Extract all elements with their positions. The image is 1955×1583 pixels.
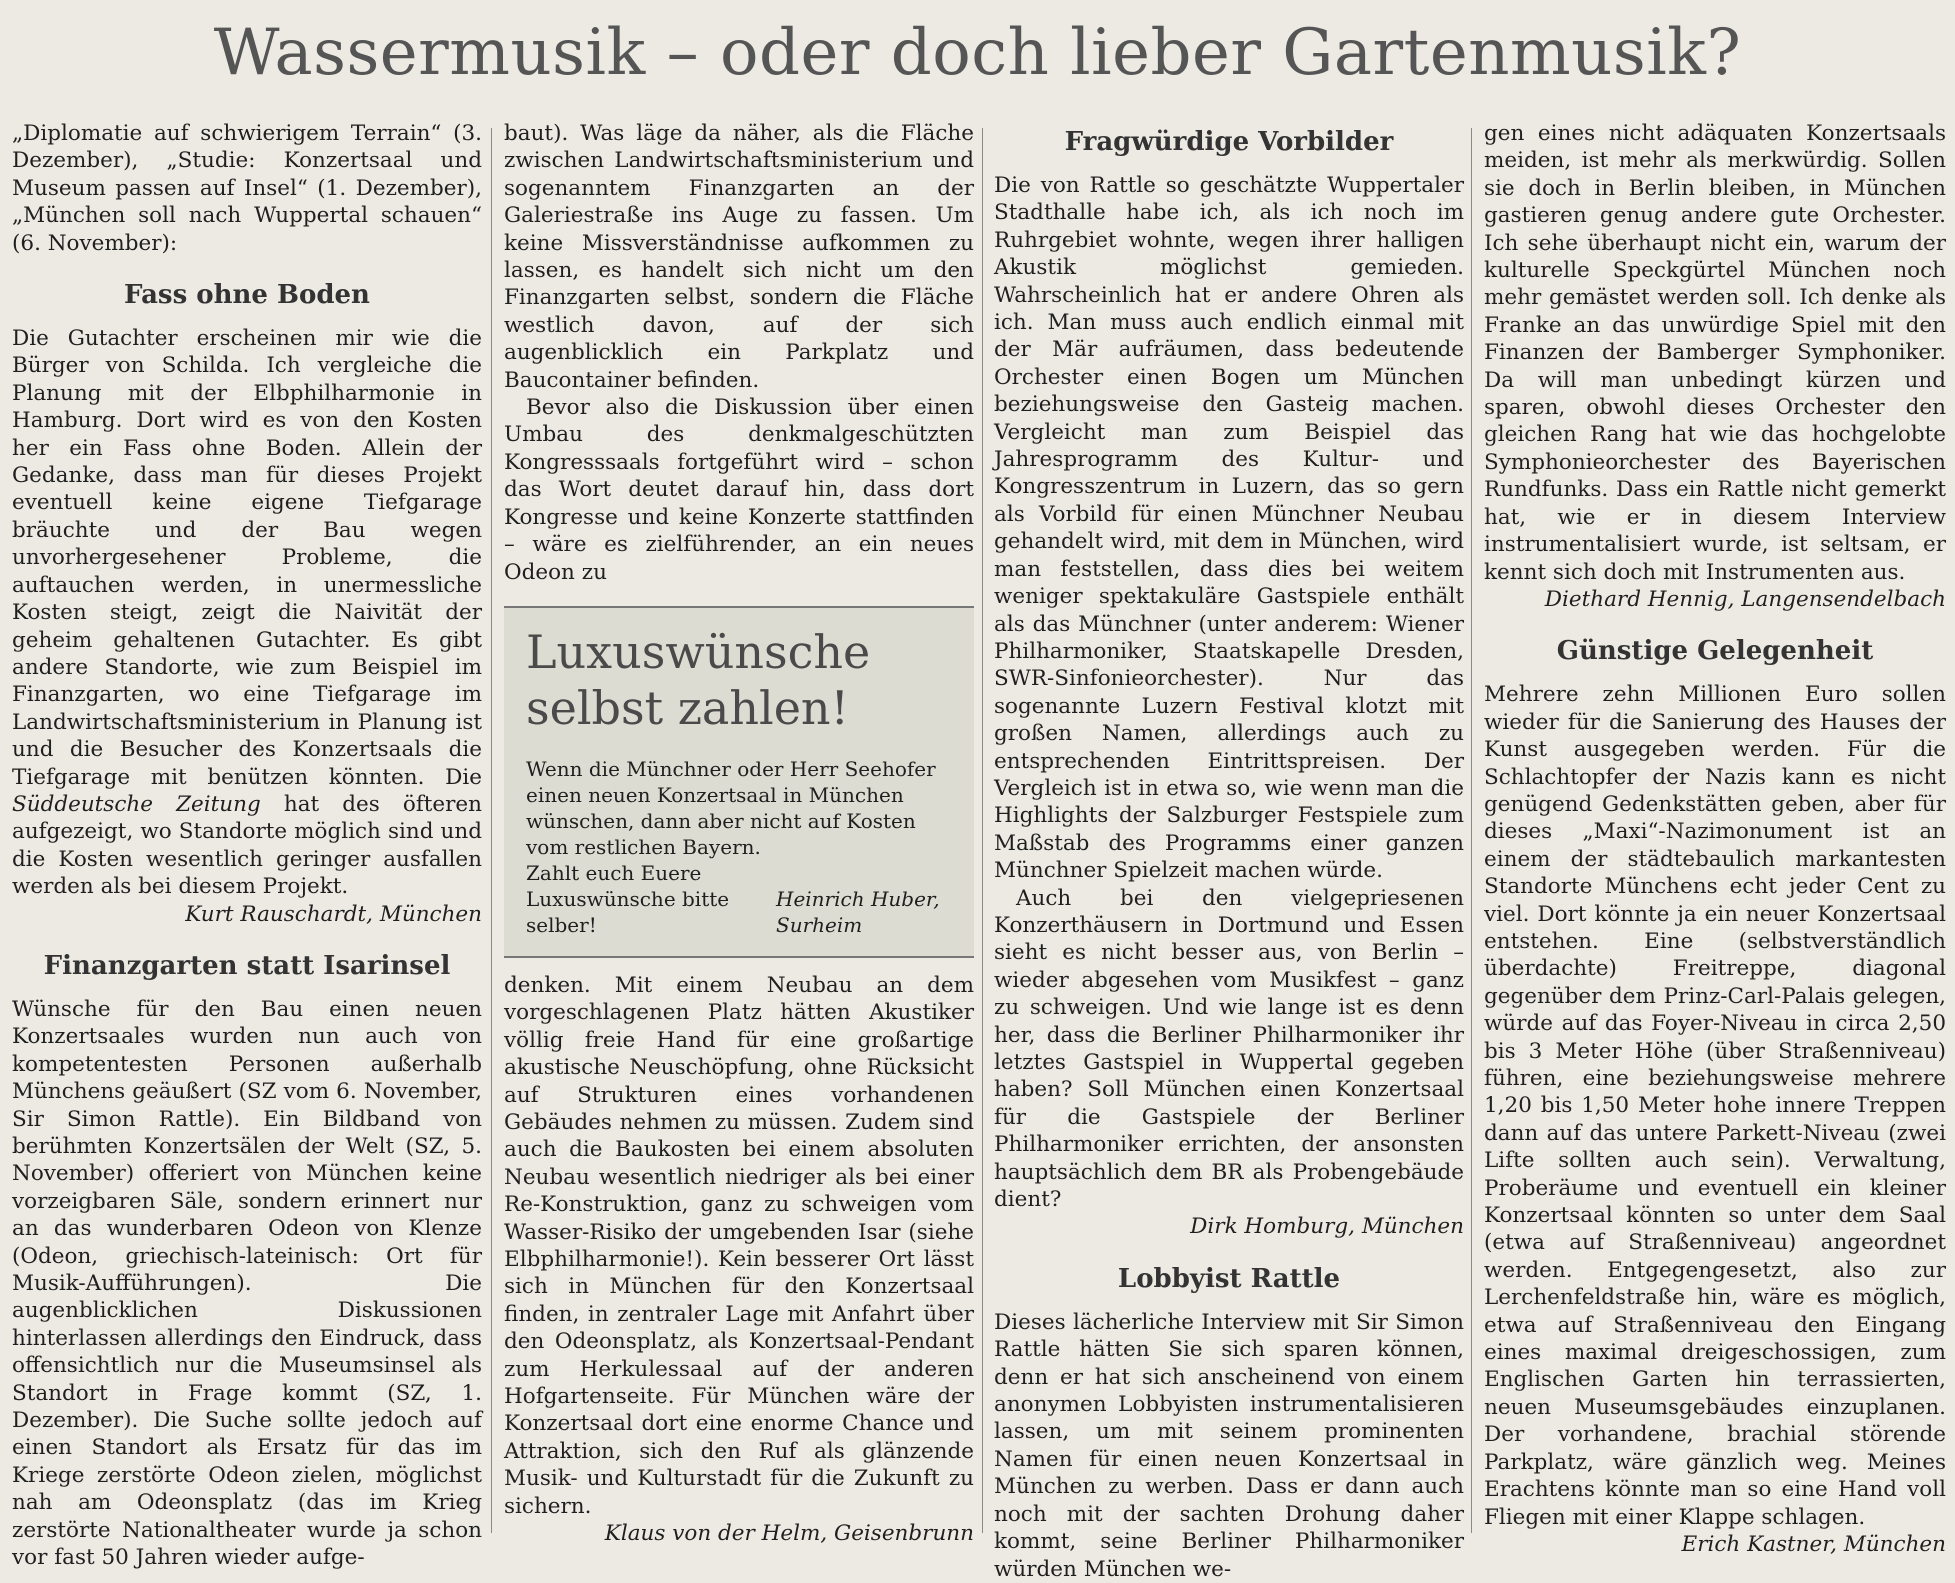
letter-body: baut). Was läge da näher, als die Fläche zwischen Landwirtschaftsministerium und sogenanntem Finanzgarten an der Galeriestraße ins Auge zu fassen. Um keine Missverständnisse aufkommen zu lassen, es handelt sich nicht um den Finanzgarten selbst, sondern die Fläche westlich davon, auf der sich augenblicklich ein Parkplatz und Baucontainer befinden.	[504, 121, 974, 393]
letter-title-guenstige-gelegenheit: Günstige Gelegenheit	[1556, 636, 1874, 667]
letter-signature: Dirk Homburg, München	[1190, 1214, 1464, 1240]
box-text: Wenn die Münchner oder Herr Seehofer einen neuen Konzertsaal in München wünschen, dann aber nicht auf Kosten vom restlichen Bayern.	[526, 756, 936, 859]
letter-signature: Klaus von der Helm, Geisenbrunn	[604, 1521, 974, 1547]
letter-body: Die von Rattle so geschätzte Wuppertaler Stadthalle habe ich, als ich noch im Ruhrgebiet wohnte, wegen ihrer halligen Akustik möglichst gemieden. Wahrscheinlich hat er andere Ohren als ich. Man muss auch endlich einmal mit der Mär aufräumen, dass bedeutende Orchester einen Bogen um München beziehungsweise den Gasteig machen. Vergleicht man zum Beispiel das Jahresprogramm des Kultur- und Kongresszentrum in Luzern, das so gern als Vorbild für einen Münchner Neubau gehandelt wird, mit dem in München, wird man feststellen, dass dies bei weitem weniger spektakuläre Gastspiele enthält als das Münchner (unter anderem: Wiener Philharmoniker, Staatskapelle Dresden, SWR-Sinfonieorchester). Nur das sogenannte Luzern Festival klotzt mit großen Namen, allerdings auch zu entsprechenden Eintrittspreisen. Der Vergleich ist in etwa so, wie wenn man die Highlights der Salzburger Festspiele zum Maßstab des Programms einer ganzen Münchner Spielzeit machen würde.	[994, 173, 1464, 884]
letter-body: Auch bei den vielgepriesenen Konzerthäusern in Dortmund und Essen sieht es nicht besser aus, von Berlin – wieder abgesehen vom Musikfest – ganz zu schweigen. Und wie lange ist es denn her, dass die Berliner Philharmoniker ihr letztes Gastspiel in Wuppertal gegeben haben? Soll München einen Konzertsaal für die Gastspiele der Berliner Philharmoniker errichten, der ansonsten hauptsächlich dem BR als Probengebäude dient?	[994, 885, 1464, 1213]
letter-body	[12, 325, 482, 901]
box-footer	[526, 860, 952, 938]
highlight-box	[504, 606, 974, 958]
letter-body: gen eines nicht adäquaten Konzertsaals meiden, ist mehr als merkwürdig. Sollen sie doch in Berlin bleiben, in München gastieren genug andere gute Orchester. Ich sehe überhaupt nicht ein, warum der kulturelle Speckgürtel München noch mehr gemästet werden soll. Ich denke als Franke an das unwürdige Spiel mit den Finanzen der Bamberger Symphoniker. Da will man unbedingt kürzen und sparen, obwohl dieses Orchester den gleichen Rang hat wie das hochgelobte Symphonieorchester des Bayerischen Rundfunks. Dass ein Rattle nicht gemerkt hat, wie er in diesem Interview instrumentalisiert wurde, ist seltsam, er kennt sich doch mit Instrumenten aus.	[1484, 121, 1946, 585]
column-1	[12, 120, 482, 1572]
letter-signature: Kurt Rauschardt, München	[185, 901, 482, 927]
box-title	[526, 624, 952, 736]
box-text: Zahlt euch Euere Luxuswünsche bitte selber!	[526, 860, 730, 937]
letter-body: Mehrere zehn Millionen Euro sollen wieder für die Sanierung des Hauses der Kunst ausgegeben werden. Für die Schlachtopfer der Nazis kann es nicht genügend Gedenkstätten geben, aber für dieses „Maxi“-Nazimonument ist an einem der städtebaulich markantesten Standorte Münchens echt jeder Cent zu viel. Dort könnte ja ein neuer Konzertsaal entstehen. Eine (selbstverständlich überdachte) Freitreppe, diagonal gegenüber dem Prinz-Carl-Palais gelegen, würde auf das Foyer-Niveau in circa 2,50 bis 3 Meter Höhe (über Straßenniveau) führen, eine beziehungsweise mehrere 1,20 bis 1,50 Meter hohe innere Treppen dann auf das untere Parkett-Niveau (zwei Lifte sollten auch sein). Verwaltung, Proberäume und eventuell ein kleiner Konzertsaal könnten so unter dem Saal (etwa auf Straßenniveau) angeordnet werden. Entgegengesetzt, also zur Lerchenfeldstraße hin, wäre es möglich, etwa auf Straßenniveau den Eingang eines maximal dreigeschossigen, zum Englischen Garten hin terrassierten, neuen Museumsgebäudes einzuplanen. Der vorhandene, brachial störende Parkplatz, wäre gänzlich weg. Meines Erachtens könnte man so eine Hand voll Fliegen mit einer Klappe schlagen.	[1484, 682, 1946, 1530]
letter-body: denken. Mit einem Neubau an dem vorgeschlagenen Platz hätten Akustiker völlig freie Hand für eine großartige akustische Neuschöpfung, ohne Rücksicht auf Strukturen eines vorhandenen Gebäudes nehmen zu müssen. Zudem sind auch die Baukosten bei einem absoluten Neubau wesentlich niedriger als bei einer Re-Konstruktion, ganz zu schweigen vom Wasser-Risiko der umgebenden Isar (siehe Elbphilharmonie!). Kein besserer Ort lässt sich in München für den Konzertsaal finden, in zentraler Lage mit Anfahrt über den Odeonsplatz, als Konzertsaal-Pendant zum Herkulessaal auf der anderen Hofgartenseite. Für München wäre der Konzertsaal dort eine enorme Chance und Attraktion, sich den Ruf als glänzende Musik- und Kulturstadt für die Zukunft zu sichern.	[504, 972, 974, 1519]
letter-body: Bevor also die Diskussion über einen Umbau des denkmalgeschützten Kongresssaals fortgeführt wird – schon das Wort deutet darauf hin, dass dort Kongresse und keine Konzerte stattfinden – wäre es zielführender, an ein neues Odeon zu	[504, 395, 974, 585]
column-divider	[1471, 128, 1472, 1533]
letter-title-finanzgarten: Finanzgarten statt Isarinsel	[43, 950, 451, 981]
letter-body: Dieses lächerliche Interview mit Sir Simon Rattle hätten Sie sich sparen können, denn er hat sich anscheinend von einem anonymen Lobbyisten instrumentalisieren lassen, um mit seinem prominenten Namen für einen neuen Konzertsaal in München zu werben. Dass er dann auch noch mit der sachten Drohung daher kommt, seine Berliner Philharmoniker würden München we-	[994, 1309, 1464, 1582]
letter-body: Wünsche für den Bau einen neuen Konzertsaales wurden nun auch von kompetentesten Personen außerhalb Münchens geäußert (SZ vom 6. November, Sir Simon Rattle). Ein Bildband von berühmten Konzertsälen der Welt (SZ, 5. November) offeriert von München keine vorzeigbaren Säle, sondern erinnert nur an das wunderbaren Odeon von Klenze (Odeon, griechisch-lateinisch: Ort für Musik-Aufführungen). Die augenblicklichen Diskussionen hinterlassen allerdings den Eindruck, dass offensichtlich nur die Museumsinsel als Standort in Frage kommt (SZ, 1. Dezember). Die Suche sollte jedoch auf einen Standort als Ersatz für das im Kriege zerstörte Odeon zielen, möglichst nah am Odeonsplatz (das im Krieg zerstörte Nationaltheater wurde ja schon vor fast 50 Jahren wieder aufge-	[12, 996, 482, 1571]
letter-text: hat des öfteren aufgezeigt, wo Standorte möglich sind und die Kosten wesentlich geringer ausfallen werden als bei diesem Projekt.	[12, 791, 483, 900]
column-3	[994, 120, 1464, 1583]
intro-references: „Diplomatie auf schwierigem Terrain“ (3. Dezember), „Studie: Konzertsaal und Museum passen auf Insel“ (1. Dezember), „München soll nach Wuppertal schauen“ (6. November):	[12, 121, 482, 256]
letter-signature: Diethard Hennig, Langensendelbach	[1544, 586, 1946, 612]
newspaper-name: Süddeutsche Zeitung	[12, 791, 261, 817]
column-divider	[491, 128, 492, 1533]
column-divider	[982, 128, 983, 1533]
box-title-line: Luxuswünsche	[526, 624, 871, 679]
letter-title-fragwuerdige-vorbilder: Fragwürdige Vorbilder	[1064, 127, 1394, 157]
page-headline: Wassermusik – oder doch lieber Gartenmusik?	[213, 16, 1742, 90]
letter-title-fass-ohne-boden: Fass ohne Boden	[124, 280, 370, 311]
letter-signature: Erich Kastner, München	[1681, 1531, 1946, 1557]
box-signature: Heinrich Huber, Surheim	[776, 886, 940, 937]
column-4	[1484, 120, 1946, 1558]
box-title-line: selbst zahlen!	[526, 680, 850, 735]
column-2	[504, 120, 974, 1547]
letter-title-lobbyist-rattle: Lobbyist Rattle	[1117, 1263, 1341, 1294]
letter-text: Die Gutachter erscheinen mir wie die Bürger von Schilda. Ich vergleiche die Planung mit der Elbphilharmonie in Hamburg. Dort wird es von den Kosten her ein Fass ohne Boden. Allein der Gedanke, dass man für dieses Projekt eventuell keine eigene Tiefgarage bräuchte und der Bau wegen unvorhergesehener Probleme, die auftauchen werden, in unermessliche Kosten steigt, zeigt die Naivität der geheim gehaltenen Gutachter. Es gibt andere Standorte, wie zum Beispiel im Finanzgarten, wo eine Tiefgarage im Landwirtschaftsministerium in Planung ist und die Besucher des Konzertsaals die Tiefgarage mit benützen könnten. Die	[12, 326, 482, 790]
